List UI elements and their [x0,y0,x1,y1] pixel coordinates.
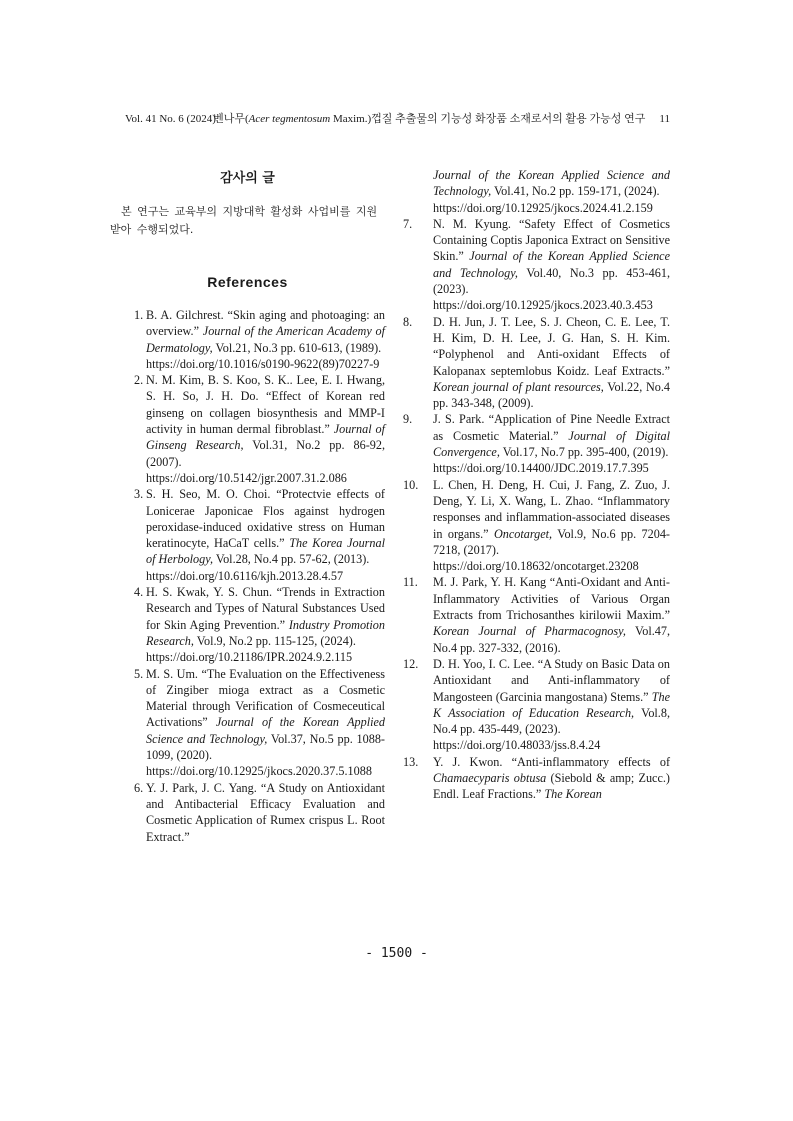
reference-8 [403,314,670,412]
reference-doi-link[interactable]: https://doi.org/10.6116/kjh.2013.28.4.57 [146,568,344,583]
reference-details: Vol.9, No.2 pp. 115-125, (2024). [193,633,356,648]
reference-journal: Journal of Digital Convergence, [433,428,670,460]
reference-details: Vol.8, No.4 pp. 435-449, (2023). [433,705,670,737]
page-number-footer: - 1500 - [365,946,428,961]
acknowledgement-body: 본 연구는 교육부의 지방대학 활성화 사업비를 지원받아 수행되었다. [110,205,378,236]
references-title: References [207,274,288,290]
reference-11 [403,574,670,655]
reference-details: Vol.37, No.5 pp. 1088-1099, (2020). [146,731,385,763]
reference-journal: The K Association of Education Research, [433,689,670,720]
reference-details: (Siebold & amp; Zucc.) Endl. Leaf Fractions.” [433,770,670,802]
reference-details: Vol.22, No.4 pp. 343-348, (2009). [433,379,670,411]
reference-number: 5. [134,666,144,681]
reference-doi-link[interactable]: https://doi.org/10.14400/JDC.2019.17.7.395 [433,461,649,476]
reference-text: D. H. Yoo, I. C. Lee. “A Study on Basic Data on Antioxidant and Anti-inflammatory of Mangosteen (Garcinia mangostana) Stems.” [433,656,670,704]
reference-text: N. M. Kyung. “Safety Effect of Cosmetics Containing Coptis Japonica Extract on Sensitive Skin.” [433,216,670,264]
running-header [125,111,670,127]
reference-details: Vol.41, No.2 pp. 159-171, (2024). [491,184,660,199]
reference-doi-link[interactable]: https://doi.org/10.1016/s0190-9622(89)70227-9 [146,356,380,371]
reference-doi-link[interactable]: https://doi.org/10.5142/jgr.2007.31.2.086 [146,470,347,485]
reference-number: 4. [134,585,144,600]
reference-doi-link[interactable]: https://doi.org/10.48033/jss.8.4.24 [433,738,601,753]
reference-number: 13. [403,754,419,769]
reference-doi-link[interactable]: https://doi.org/10.12925/jkocs.2024.41.2.159 [433,200,653,215]
reference-text: N. M. Kim, B. S. Koo, S. K.. Lee, E. I. Hwang, S. H. So, J. H. Do. “Effect of Korean red ginseng on collagen biosynthesis and MMP-I activity in human dermal fibroblast.” [146,373,385,437]
running-title-suffix: Maxim.)껍질 추출물의 기능성 화장품 소재로서의 활용 가능성 연구 [330,113,646,125]
reference-journal: Journal of the American Academy of Dermatology, [146,324,385,355]
reference-4 [110,584,385,665]
reference-journal: Korean Journal of Pharmacognosy, [433,624,626,639]
running-title-prefix: 벤나무( [213,113,249,125]
reference-2 [110,372,385,486]
header-page-number: 11 [659,113,670,125]
acknowledgement-title: 감사의 글 [220,171,275,186]
reference-number: 11. [403,575,418,590]
reference-details: Vol.21, No.3 pp. 610-613, (1989). [212,340,382,355]
journal-volume: Vol. 41 No. 6 (2024) [125,113,216,125]
reference-number: 2. [134,373,144,388]
reference-12 [403,656,670,754]
reference-list-left [110,307,385,845]
reference-text: M. J. Park, Y. H. Kang “Anti-Oxidant and Anti-Inflammatory Activities of Various Organ Extracts from Trichosanthes kirilowii Maxim.” [433,575,670,623]
reference-details: Vol.28, No.4 pp. 57-62, (2013). [213,552,370,567]
reference-journal: The Korea Journal of Herbology, [146,536,385,567]
reference-journal: The Korean [544,787,602,802]
reference-5 [110,666,385,780]
right-column [403,167,670,803]
reference-number: 8. [403,314,413,329]
reference-10 [403,477,670,575]
reference-journal: Industry Promotion Research, [146,617,385,648]
reference-text: D. H. Jun, J. T. Lee, S. J. Cheon, C. E. Lee, T. H. Kim, D. H. Lee, J. G. Han, S. H. Kim. “Polyphenol and Anti-oxidant Effects of Kalopanax septemlobus Koidz. Leaf Extracts.” [433,314,670,378]
reference-number: 1. [134,308,144,322]
reference-doi-link[interactable]: https://doi.org/10.18632/oncotarget.23208 [433,559,639,574]
reference-details: Vol.40, No.3 pp. 453-461, (2023). [433,265,670,297]
reference-3 [110,486,385,584]
reference-journal: Oncotarget, [493,526,553,541]
reference-text: Y. J. Kwon. “Anti-inflammatory effects of [433,754,670,769]
reference-details: Vol.17, No.7 pp. 395-400, (2019). [499,445,669,460]
reference-text: Y. J. Park, J. C. Yang. “A Study on Antioxidant and Antibacterial Efficacy Evaluation and Cosmetic Application of Rumex crispus L. Root Extract.” [146,780,385,844]
reference-number: 9. [403,412,413,427]
reference-text: B. A. Gilchrest. “Skin aging and photoaging: an overview.” [146,308,385,339]
reference-13 [403,754,670,803]
reference-number: 10. [403,477,419,492]
reference-species: Chamaecyparis obtusa [433,770,547,785]
reference-9 [403,411,670,476]
reference-text: J. S. Park. “Application of Pine Needle Extract as Cosmetic Material.” [433,412,670,443]
reference-journal: Journal of Ginseng Research, [146,422,385,453]
reference-6 [110,780,385,845]
left-column [110,170,385,845]
reference-text: S. H. Seo, M. O. Choi. “Protectvie effects of Lonicerae Japonicae Flos against hydrogen peroxidase-induced oxidative stress on Human keratinocyte, HaCaT cells.” [146,487,385,551]
reference-number: 6. [134,780,144,795]
reference-text: M. S. Um. “The Evaluation on the Effectiveness of Zingiber mioga extract as a Cosmetic Material through Verification of Cosmeceutical Activations” [146,666,385,730]
reference-doi-link[interactable]: https://doi.org/10.12925/jkocs.2023.40.3.453 [433,298,653,313]
reference-number: 7. [403,216,413,231]
reference-number: 12. [403,656,419,671]
reference-6-continued [417,167,670,216]
running-title [213,111,670,127]
reference-number: 3. [134,487,144,502]
reference-text: H. S. Kwak, Y. S. Chun. “Trends in Extraction Research and Types of Natural Substances Used for Skin Aging Prevention.” [146,585,385,632]
reference-details: Vol.47, No.4 pp. 327-332, (2016). [433,624,670,655]
reference-details: Vol.9, No.6 pp. 7204-7218, (2017). [433,526,670,557]
running-title-species: Acer tegmentosum [248,113,331,125]
reference-journal: Journal of the Korean Applied Science and Technology, [433,249,670,280]
reference-details: Vol.31, No.2 pp. 86-92, (2007). [146,438,385,469]
reference-list-right [403,216,670,803]
reference-journal: Journal of the Korean Applied Science and Technology, [146,715,385,746]
reference-journal: Korean journal of plant resources, [433,379,604,394]
reference-text: L. Chen, H. Deng, H. Cui, J. Fang, Z. Zuo, J. Deng, Y. Li, X. Wang, L. Zhao. “Inflammatory responses and inflammation-associated diseases in organs.” [433,477,670,541]
reference-journal: Journal of the Korean Applied Science and Technology, [433,168,670,199]
reference-doi-link[interactable]: https://doi.org/10.21186/IPR.2024.9.2.115 [146,650,353,665]
reference-1 [110,307,385,372]
reference-7 [403,216,670,314]
reference-doi-link[interactable]: https://doi.org/10.12925/jkocs.2020.37.5.1088 [146,764,372,779]
